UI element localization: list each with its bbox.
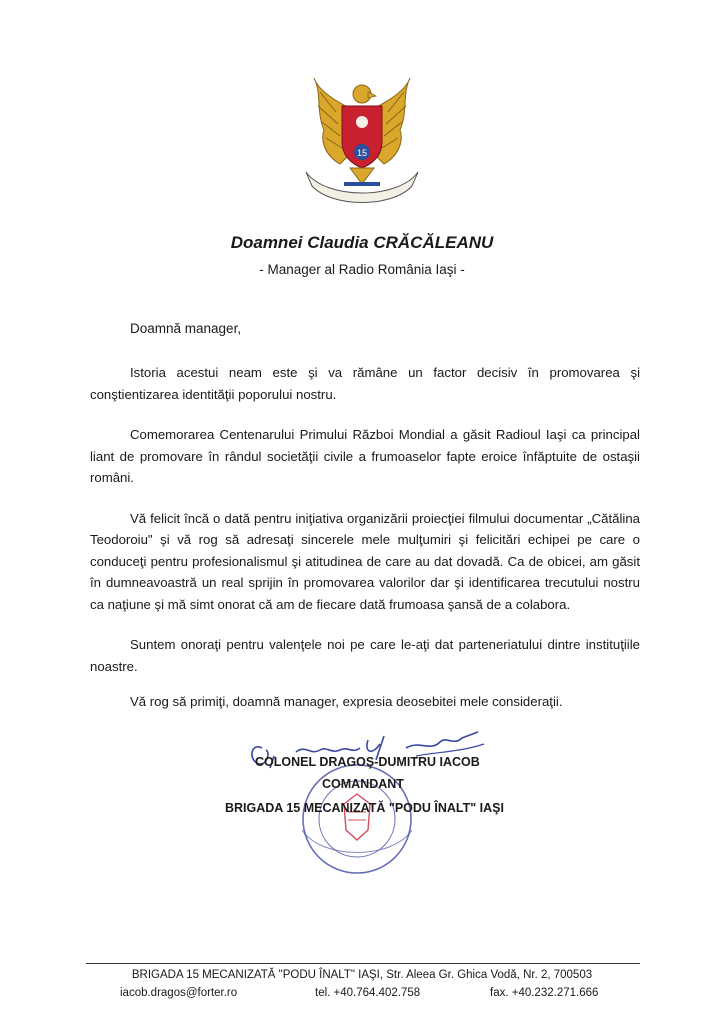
paragraph: Istoria acestui neam este şi va rămâne un factor decisiv în promovarea şi conştientizarea identităţii poporului nostru. <box>90 365 640 402</box>
recipient-role: - Manager al Radio România Iaşi - <box>259 262 465 277</box>
footer-email[interactable]: iacob.dragos@forter.ro <box>120 987 238 999</box>
letter-body <box>90 362 640 696</box>
footer-divider <box>86 963 640 964</box>
paragraph: Comemorarea Centenarului Primului Război Mondial a găsit Radioul Iaşi ca principal liant de promovare în rândul societăţii civile a frumoaselor fapte eroice înfăptuite de ostaşii români. <box>90 427 640 485</box>
footer-address: BRIGADA 15 MECANIZATĂ "PODU ÎNALT" IAŞI, Str. Aleea Gr. Ghica Vodă, Nr. 2, 700503 <box>131 969 593 981</box>
signatory-unit: BRIGADA 15 MECANIZATĂ "PODU ÎNALT" IAŞI <box>225 801 504 815</box>
military-crest-logo <box>296 72 428 210</box>
signatory-name: COLONEL DRAGOŞ-DUMITRU IACOB <box>255 755 480 769</box>
footer-fax: fax. +40.232.271.666 <box>490 987 599 999</box>
paragraph: Suntem onoraţi pentru valenţele noi pe care le-aţi dat parteneriatului dintre instituţiile noastre. <box>90 637 640 674</box>
footer-phone: tel. +40.764.402.758 <box>315 987 421 999</box>
closing-line: Vă rog să primiţi, doamnă manager, expresia deosebitei mele consideraţii. <box>130 694 563 709</box>
signatory-rank: COMANDANT <box>322 777 404 791</box>
salutation: Doamnă manager, <box>130 321 242 336</box>
paragraph: Vă felicit încă o dată pentru iniţiativa organizării proiecţiei filmului documentar „Cătălina Teodoroiu" şi vă rog să adresaţi sincerele mele mulţumiri şi felicitări echipei pe care o conduceţi pentru profesionalismul şi atitudinea de care au dat dovadă. Ca de obicei, am găsit în dumneavoastră un real sprijin în promovarea valorilor dar şi identificarea trecutului nostru ca naţiune şi mă simt onorat că am de fiecare dată frumoasa şansă de a colabora. <box>90 510 640 612</box>
recipient-name: Doamnei Claudia CRĂCĂLEANU <box>230 233 494 252</box>
svg-text:15: 15 <box>356 148 368 158</box>
